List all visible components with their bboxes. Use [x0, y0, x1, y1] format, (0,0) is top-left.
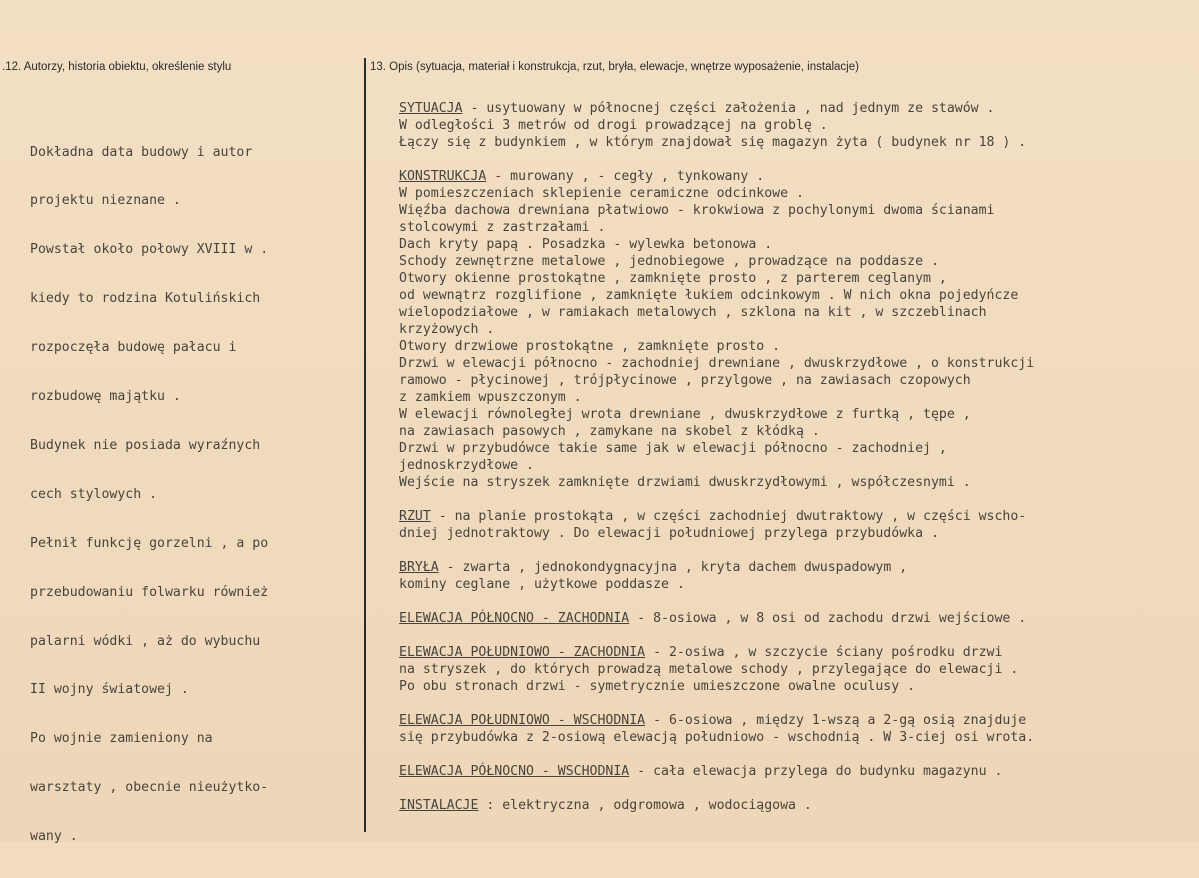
section-text: - na planie prostokąta , w części zachodniej dwutraktowy , w części wscho-: [430, 509, 1027, 524]
section-label: ELEWACJA PÓŁNOCNO - ZACHODNIA: [399, 611, 630, 626]
section-line: Dach kryty papą . Posadzka - wylewka betonowa .: [399, 237, 773, 252]
description-section: [399, 610, 1197, 627]
section-text: - murowany , - cegły , tynkowany .: [486, 169, 765, 184]
history-line: kiedy to rodzina Kotulińskich: [30, 291, 261, 307]
section-line: Więźba dachowa drewniana płatwiowo - krokwiowa z pochylonymi dwoma ścianami: [399, 203, 995, 218]
section-line: Wejście na stryszek zamknięte drzwiami dwuskrzydłowymi , współczesnymi .: [399, 475, 971, 490]
section-first-line: [399, 712, 1197, 729]
section-line: się przybudówka z 2-osiową elewacją południowo - wschodnią . W 3-ciej osi wrota.: [399, 730, 1035, 745]
section-text: - 2-osiwa , w szczycie ściany pośrodku drzwi: [645, 645, 1003, 660]
section-line: Łączy się z budynkiem , w którym znajdował się magazyn żyta ( budynek nr 18 ) .: [399, 135, 1027, 150]
section-line: Po obu stronach drzwi - symetrycznie umieszczone owalne oculusy .: [399, 679, 916, 694]
history-line: Po wojnie zamieniony na: [30, 731, 213, 747]
section-line: ramowo - płycinowej , trójpłycinowe , przylgowe , na zawiasach czopowych: [399, 373, 971, 388]
section-label: KONSTRUKCJA: [399, 169, 487, 184]
description-section: [399, 100, 1197, 151]
section-line: stolcowymi z zastrzałami .: [399, 220, 606, 235]
section-text: - cała elewacja przylega do budynku magazynu .: [629, 764, 1003, 779]
section-line: na zawiasach pasowych , zamykane na skobel z kłódką .: [399, 424, 820, 439]
section-first-line: [399, 168, 1197, 185]
section-label: BRYŁA: [399, 560, 439, 575]
description-section: [399, 797, 1197, 814]
history-line: rozbudowę majątku .: [30, 389, 181, 405]
description-section: [399, 559, 1197, 593]
section-line: Otwory okienne prostokątne , zamknięte prosto , z parterem ceglanym ,: [399, 271, 947, 286]
section-label: RZUT: [399, 509, 431, 524]
column-divider: [364, 58, 366, 832]
description-section: [399, 712, 1197, 746]
section-line: Drzwi w elewacji północno - zachodniej drewniane , dwuskrzydłowe , o konstrukcji: [399, 356, 1035, 371]
history-line: przebudowaniu folwarku również: [30, 584, 269, 600]
section-line: W elewacji równoległej wrota drewniane , dwuskrzydłowe z furtką , tępe ,: [399, 407, 971, 422]
section-line: krzyżowych .: [399, 322, 495, 337]
section-text: - zwarta , jednokondygnacyjna , kryta dachem dwuspadowym ,: [438, 560, 908, 575]
section-label: ELEWACJA POŁUDNIOWO - WSCHODNIA: [399, 713, 646, 728]
section-first-line: [399, 559, 1197, 576]
section-text: : elektryczna , odgromowa , wodociągowa .: [478, 798, 812, 813]
section-label: SYTUACJA: [399, 101, 463, 116]
section-13-heading: 13. Opis (sytuacja, materiał i konstrukcja, rzut, bryła, elewacje, wnętrze wyposażenie, instalacje): [370, 61, 859, 73]
section-first-line: [399, 100, 1197, 117]
description-section: [399, 644, 1197, 695]
section-line: na stryszek , do których prowadzą metalowe schody , przylegające do elewacji .: [399, 662, 1019, 677]
history-line: projektu nieznane .: [30, 193, 181, 209]
section-label: ELEWACJA PÓŁNOCNO - WSCHODNIA: [399, 764, 630, 779]
section-text: - 6-osiowa , między 1-wszą a 2-gą osią znajduje: [645, 713, 1027, 728]
section-line: W pomieszczeniach sklepienie ceramiczne odcinkowe .: [399, 186, 804, 201]
history-line: palarni wódki , aż do wybuchu: [30, 633, 261, 649]
section-line: kominy ceglane , użytkowe poddasze .: [399, 577, 685, 592]
section-line: Otwory drzwiowe prostokątne , zamknięte prosto .: [399, 339, 781, 354]
history-line: warsztaty , obecnie nieużytko-: [30, 780, 269, 796]
section-12-heading: .12. Autorzy, historia obiektu, określenie stylu: [2, 61, 232, 73]
description-text: [399, 100, 1197, 831]
section-line: W odległości 3 metrów od drogi prowadzącej na groblę .: [399, 118, 828, 133]
description-section: [399, 763, 1197, 780]
history-line: Pełnił funkcję gorzelni , a po: [30, 535, 269, 551]
section-first-line: [399, 610, 1197, 627]
history-line: Budynek nie posiada wyraźnych: [30, 437, 261, 453]
history-line: rozpoczęła budowę pałacu i: [30, 340, 237, 356]
section-text: - usytuowany w północnej części założenia , nad jednym ze stawów .: [462, 101, 995, 116]
section-line: z zamkiem wpuszczonym .: [399, 390, 582, 405]
section-label: INSTALACJE: [399, 798, 479, 813]
section-line: Schody zewnętrzne metalowe , jednobiegowe , prowadzące na poddasze .: [399, 254, 939, 269]
section-first-line: [399, 644, 1197, 661]
section-text: - 8-osiowa , w 8 osi od zachodu drzwi wejściowe .: [629, 611, 1027, 626]
section-line: Drzwi w przybudówce takie same jak w elewacji północno - zachodniej ,: [399, 441, 947, 456]
section-first-line: [399, 508, 1197, 525]
section-label: ELEWACJA POŁUDNIOWO - ZACHODNIA: [399, 645, 646, 660]
section-first-line: [399, 763, 1197, 780]
history-line: cech stylowych .: [30, 486, 158, 502]
history-line: Powstał około połowy XVIII w .: [30, 242, 269, 258]
history-text: [30, 112, 350, 878]
history-line: Dokładna data budowy i autor: [30, 144, 253, 160]
section-line: od wewnątrz rozglifione , zamknięte łukiem odcinkowym . W nich okna pojedyńcze: [399, 288, 1019, 303]
history-line: II wojny światowej .: [30, 682, 189, 698]
section-line: jednoskrzydłowe .: [399, 458, 534, 473]
history-line: wany .: [30, 829, 78, 845]
section-first-line: [399, 797, 1197, 814]
description-section: [399, 168, 1197, 491]
section-line: dniej jednotraktowy . Do elewacji południowej przylega przybudówka .: [399, 526, 939, 541]
description-section: [399, 508, 1197, 542]
section-line: wielopodziałowe , w ramiakach metalowych , szklona na kit , w szczeblinach: [399, 305, 987, 320]
